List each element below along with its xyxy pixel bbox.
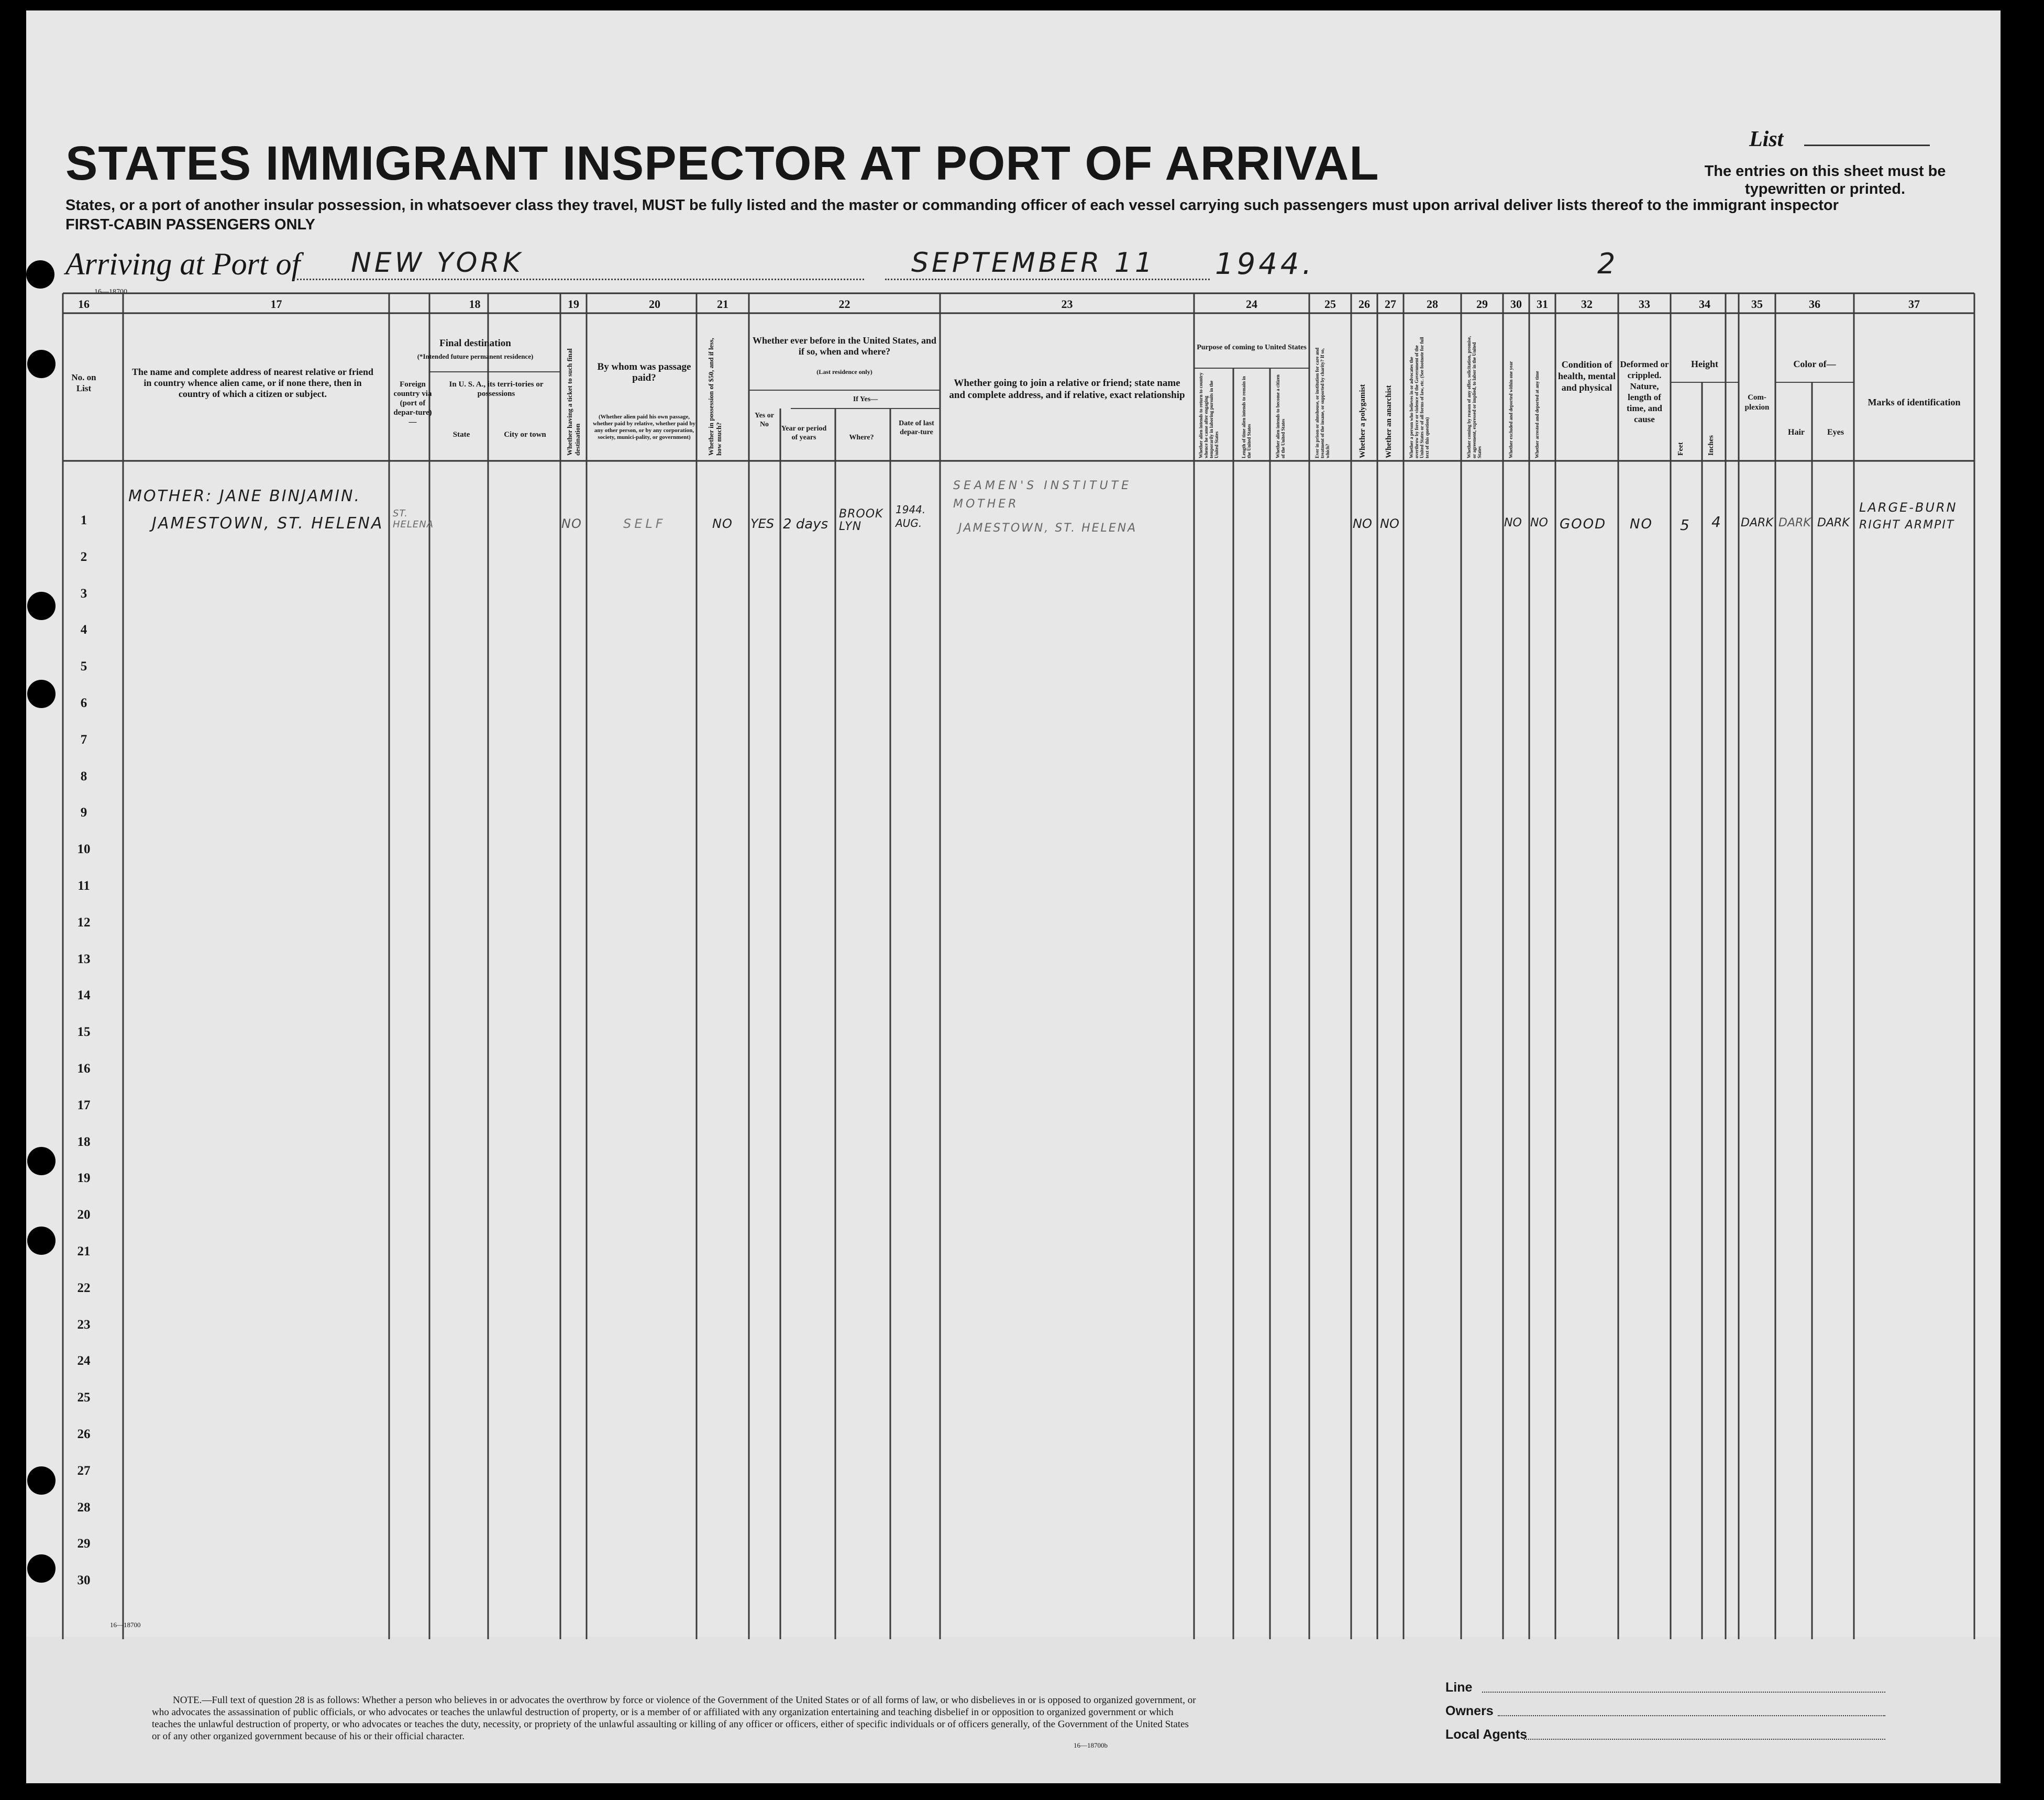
row-number: 28: [77, 1500, 91, 1515]
row-number: 7: [80, 732, 87, 747]
binder-hole-icon: [27, 1147, 56, 1175]
entry-relative-line1: MOTHER: JANE BINJAMIN.: [128, 487, 361, 505]
col-20-num: 20: [649, 297, 660, 311]
entry-excluded: NO: [1504, 516, 1522, 529]
instructions-text: States, or a port of another insular possession, in whatsoever class they travel, MUST be fully listed and the master or commanding officer of each vessel carrying such passengers must upon arrival deliver lists thereof to the immigrant inspector: [65, 197, 1839, 214]
manifest-sheet: [26, 10, 2001, 1783]
row-number: 2: [80, 549, 87, 564]
year-value: 1944.: [1215, 247, 1315, 281]
row-number: 25: [77, 1390, 91, 1405]
col-24-num: 24: [1246, 297, 1257, 311]
col-22-num: 22: [838, 297, 850, 311]
table-grid: [26, 10, 2001, 1686]
col-34-header: Height: [1691, 359, 1718, 369]
row-number: 27: [77, 1463, 91, 1478]
row-number: 11: [78, 879, 90, 893]
entry-ticket: NO: [561, 516, 582, 531]
entry-eyes: DARK: [1817, 516, 1850, 529]
col-22-yesno: Yes or No: [755, 412, 774, 428]
col-24-header: Purpose of coming to United States: [1197, 344, 1307, 351]
entry-arrested: NO: [1530, 516, 1548, 529]
note-form-code: 16—18700b: [1074, 1741, 1108, 1749]
binder-hole-icon: [27, 350, 56, 378]
row-number: 21: [77, 1244, 91, 1258]
row-number: 22: [77, 1280, 91, 1295]
entry-marks-line1: LARGE-BURN: [1859, 500, 1958, 515]
col-17-num: 17: [270, 297, 282, 311]
line-label: Line: [1445, 1680, 1473, 1695]
col-34-feet: Feet: [1677, 442, 1685, 456]
row-number: 23: [77, 1317, 91, 1332]
entry-where: BROOK LYN: [839, 507, 883, 533]
col-33-num: 33: [1639, 297, 1650, 311]
row-number: 24: [77, 1354, 91, 1368]
entry-before-us: YES: [750, 516, 775, 531]
col-22-ifyes: If Yes—: [853, 395, 878, 403]
col-22-years: Year or period of years: [781, 425, 827, 441]
col-27-num: 27: [1385, 297, 1396, 311]
page-title: STATES IMMIGRANT INSPECTOR AT PORT OF ARRIVAL: [65, 137, 1379, 190]
col-26-num: 26: [1358, 297, 1370, 311]
col-20-header: By whom was passage paid?: [597, 361, 691, 383]
col-34-num: 34: [1699, 297, 1710, 311]
row-number: 6: [80, 696, 87, 710]
col-35-header: Com-plexion: [1744, 393, 1770, 412]
local-agents-rule: [1524, 1739, 1885, 1740]
owners-label: Owners: [1445, 1704, 1494, 1718]
entry-has-50: NO: [712, 516, 733, 531]
cabin-class-label: FIRST-CABIN PASSENGERS ONLY: [65, 216, 315, 233]
entry-joining-line1: SEAMEN'S INSTITUTE: [953, 479, 1132, 492]
entry-feet: 5: [1680, 516, 1693, 534]
row-number: 29: [77, 1537, 91, 1551]
col-23-header: Whether going to join a relative or friend; state name and complete address, and if relative, exact relationship: [949, 378, 1185, 401]
col-28-header: Whether a person who believes in or advocates the overthrow by force or violence of the Government of the United States or of all forms of law, etc. (See footnote for full text of this question): [1409, 337, 1430, 458]
col-18-num: 18: [469, 297, 481, 311]
binder-hole-icon: [27, 592, 56, 620]
binder-hole-icon: [27, 1466, 56, 1495]
row-number: 9: [80, 805, 87, 820]
col-20-sub: (Whether alien paid his own passage, whether paid by relative, whether paid by any other person, or by any corporation, society, munici-pality, or government): [593, 414, 695, 440]
entry-joining-line2: MOTHER: [953, 498, 1019, 511]
sheet-number: 2: [1597, 247, 1619, 280]
binder-hole-icon: [27, 1227, 56, 1255]
col-18-foreign: Foreign country via (port of depar-ture)—: [393, 380, 432, 426]
row-number: 15: [77, 1025, 91, 1040]
col-24-b: Length of time alien intends to remain in the United States: [1241, 376, 1252, 458]
col-28-num: 28: [1427, 297, 1438, 311]
col-29-header: Whether coming by reason of any offer, solicitation, promise, or agreement, expressed or implied, to labor in the United States: [1466, 336, 1482, 458]
entry-passage-paid: SELF: [623, 516, 666, 531]
col-24-a: Whether alien intends to return to country whence he came after engaging temporarily in laboring pursuits in the United States: [1198, 372, 1219, 458]
col-16-header: No. on List: [71, 372, 96, 393]
col-22-where: Where?: [849, 434, 874, 441]
port-value: NEW YORK: [351, 247, 524, 279]
col-32-num: 32: [1581, 297, 1593, 311]
local-agents-label: Local Agents: [1445, 1727, 1528, 1742]
col-18-header: Final destination: [439, 338, 511, 349]
row-number: 17: [77, 1098, 91, 1112]
arriving-port-label: Arriving at Port of: [65, 247, 301, 281]
col-36-num: 36: [1809, 297, 1820, 311]
binder-hole-icon: [27, 680, 56, 708]
col-22-header: Whether ever before in the United States, and if so, when and where?: [753, 335, 936, 357]
col-33-header: Deformed or crippled. Nature, length of time, and cause: [1620, 359, 1669, 424]
entry-marks-line2: RIGHT ARMPIT: [1859, 518, 1955, 532]
row-number: 10: [77, 842, 91, 857]
col-25-num: 25: [1324, 297, 1336, 311]
entry-anarchist: NO: [1380, 516, 1399, 531]
col-31-header: Whether arrested and deported at any time: [1534, 371, 1540, 458]
row-number: 30: [77, 1573, 91, 1588]
col-27-header: Whether an anarchist: [1385, 385, 1393, 458]
row-number: 14: [77, 988, 91, 1003]
entry-joining-line3: JAMESTOWN, ST. HELENA: [958, 522, 1137, 535]
date-value: SEPTEMBER 11: [911, 247, 1156, 279]
form-code-top: 16—18700: [94, 288, 127, 296]
col-32-header: Condition of health, mental and physical: [1558, 359, 1616, 393]
line-rule: [1482, 1692, 1885, 1693]
col-23-num: 23: [1061, 297, 1073, 311]
binder-hole-icon: [27, 1554, 56, 1583]
entry-period: 2 days: [783, 516, 828, 532]
col-22-departure: Date of last depar-ture: [899, 419, 934, 436]
col-18-city: City or town: [504, 430, 546, 439]
col-18-sub: (*Intended future permanent residence): [417, 352, 534, 360]
col-36-header: Color of—: [1793, 359, 1836, 369]
col-24-c: Whether alien intends to become a citizen of the United States: [1275, 374, 1286, 458]
col-18-usa: In U. S. A., its terri-tories or possessions: [449, 380, 544, 398]
col-21-header: Whether in possession of $50, and if less, how much?: [707, 338, 723, 456]
list-label: List: [1749, 127, 1784, 151]
entry-last-departure: 1944. AUG.: [896, 503, 926, 529]
col-37-header: Marks of identification: [1868, 397, 1961, 407]
row-number: 4: [80, 623, 87, 637]
entry-relative-line2: JAMESTOWN, ST. HELENA: [152, 514, 384, 533]
row-number: 8: [80, 769, 87, 783]
col-37-num: 37: [1908, 297, 1920, 311]
col-21-num: 21: [717, 297, 728, 311]
entry-health: GOOD: [1560, 516, 1607, 532]
col-29-num: 29: [1476, 297, 1488, 311]
entries-note: The entries on this sheet must be typewritten or printed.: [1704, 163, 1946, 197]
entry-inches: 4: [1711, 513, 1724, 531]
col-18-state: State: [452, 430, 470, 439]
entry-foreign-country: ST. HELENA: [393, 508, 434, 530]
row-number: 19: [77, 1171, 91, 1186]
row-number: 3: [80, 586, 87, 601]
col-30-header: Whether excluded and deported within one year: [1508, 361, 1513, 458]
entry-polygamist: NO: [1353, 516, 1372, 531]
col-36-hair: Hair: [1788, 428, 1805, 437]
row-number: 20: [77, 1208, 91, 1222]
row-number: 18: [77, 1134, 91, 1149]
row-number: 16: [77, 1062, 91, 1076]
col-19-num: 19: [568, 297, 579, 311]
col-16-num: 16: [78, 297, 90, 311]
col-36-eyes: Eyes: [1827, 428, 1844, 437]
col-35-num: 35: [1751, 297, 1763, 311]
row-number: 1: [80, 513, 87, 527]
col-19-header: Whether having a ticket to such final destination: [566, 348, 581, 456]
row-number: 5: [80, 659, 87, 674]
col-22-sub: (Last residence only): [816, 368, 872, 376]
owners-rule: [1498, 1715, 1885, 1716]
form-code-bottom: 16—18700: [110, 1621, 141, 1629]
col-31-num: 31: [1537, 297, 1548, 311]
col-17-header: The name and complete address of nearest relative or friend in country whence alien came, or if none there, then in country of which a citizen or subject.: [131, 367, 374, 399]
binder-hole-icon: [26, 260, 54, 289]
col-26-header: Whether a polygamist: [1358, 384, 1367, 458]
entry-complexion: DARK: [1741, 516, 1773, 529]
col-30-num: 30: [1510, 297, 1522, 311]
col-25-header: Ever in prison or almshouse, or institution for care and treatment of the insane, or supported by charity? If so, which?: [1314, 347, 1330, 458]
entry-hair: DARK: [1778, 516, 1811, 529]
entry-deformed: NO: [1630, 516, 1653, 532]
row-number: 12: [77, 915, 91, 930]
col-34-inches: Inches: [1707, 435, 1715, 456]
footnote-question-28: NOTE.—Full text of question 28 is as follows: Whether a person who believes in or advocates the overthrow by force or violence of the Government of the United States or of all forms of law, or who disbelieves in or is opposed to organized government, or who advocates the assassination of public officials, or who advocates or teaches the unlawful destruction of property, or is a member of or affiliated with any organization entertaining and teaching disbelief in or opposition to organized government or which teaches the unlawful destruction of property, or who advocates or teaches the duty, necessity, or propriety of the unlawful assaulting or killing of any officer or officers, either of specific individuals or of officers generally, of the Government of the United States or of any other organized government because of his or their official character.: [152, 1695, 1196, 1742]
row-number: 26: [77, 1427, 91, 1441]
row-number: 13: [77, 952, 91, 966]
